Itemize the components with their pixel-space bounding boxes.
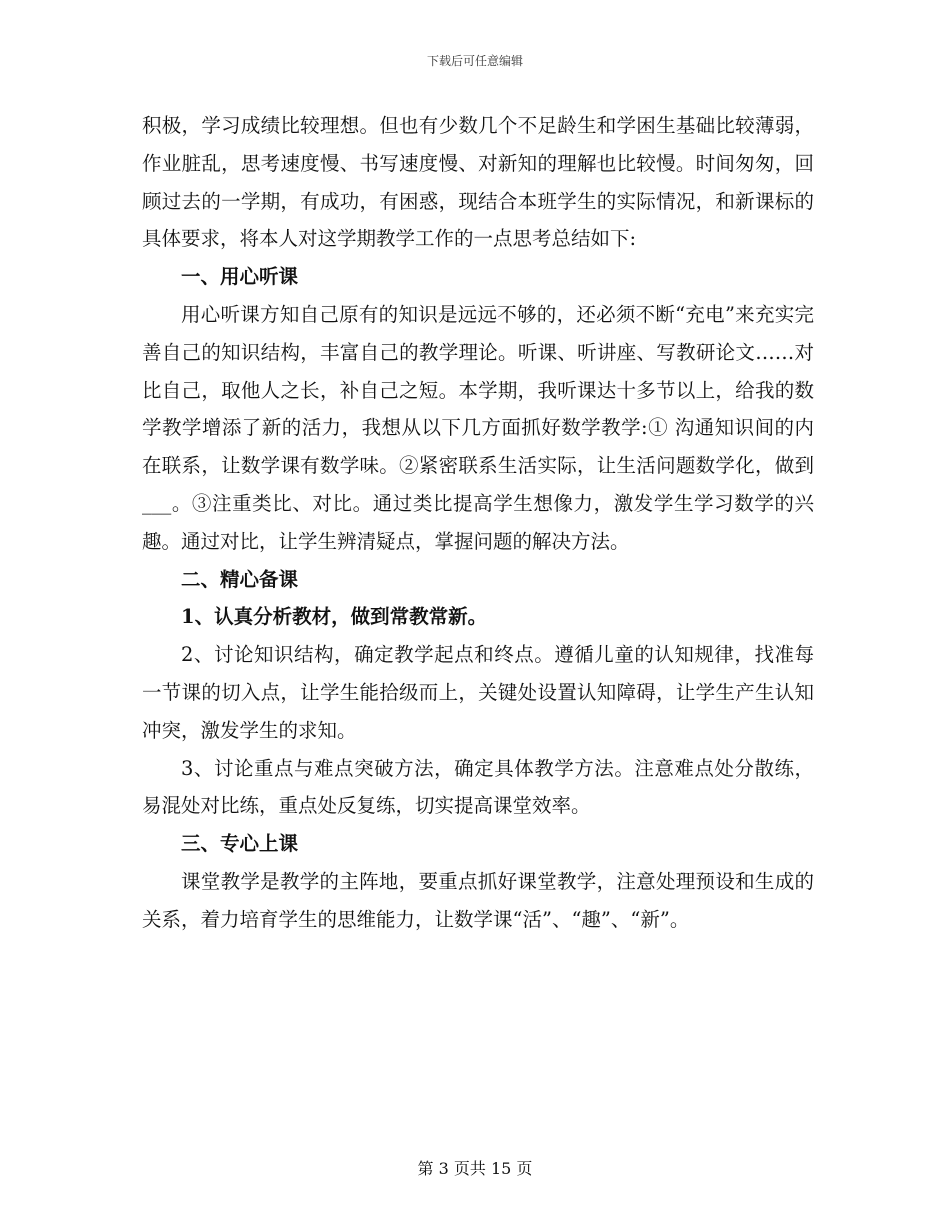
listening-paragraph: 用心听课方知自己原有的知识是远远不够的，还必须不断“充电”来充实完善自己的知识结构，丰富自己的教学理论。听课、听讲座、写教研论文……对比自己，取他人之长，补自己之短。本学期，我听课达十多节以上，给我的数学教学增添了新的活力，我想从以下几方面抓好数学教学:① 沟通知识间的内在联系，让数学课有数学味。②紧密联系生活实际，让生活问题数学化，做到___。③注重类比、对比。通过类比提高学生想像力，激发学生学习数学的兴趣。通过对比，让学生辨清疑点，掌握问题的解决方法。 xyxy=(142,302,814,553)
intro-paragraph: 积极，学习成绩比较理想。但也有少数几个不足龄生和学困生基础比较薄弱，作业脏乱，思考速度慢、书写速度慢、对新知的理解也比较慢。时间匆匆，回顾过去的一学期，有成功，有困惑，现结合本班学生的实际情况，和新课标的具体要求，将本人对这学期教学工作的一点思考总结如下: xyxy=(142,114,814,251)
document-body xyxy=(142,107,814,939)
page-number: 第 3 页共 15 页 xyxy=(417,1159,533,1178)
preparation-item-2: 2、讨论知识结构，确定教学起点和终点。遵循儿童的认知规律，找准每一节课的切入点，让学生能拾级而上，关键处设置认知障碍，让学生产生认知冲突，激发学生的求知。 xyxy=(142,643,814,742)
section-heading-preparation: 二、精心备课 xyxy=(181,567,299,591)
section-heading-listening: 一、用心听课 xyxy=(181,265,299,289)
teaching-paragraph: 课堂教学是教学的主阵地，要重点抓好课堂教学，注意处理预设和生成的关系，着力培育学生的思维能力，让数学课“活”、“趣”、“新”。 xyxy=(142,869,814,931)
preparation-subheading-1: 1、认真分析教材，做到常教常新。 xyxy=(181,605,488,629)
preparation-item-3: 3、讨论重点与难点突破方法，确定具体教学方法。注意难点处分散练，易混处对比练，重点处反复练，切实提高课堂效率。 xyxy=(142,756,814,818)
page-header: 下载后可任意编辑 xyxy=(426,54,523,68)
section-heading-teaching: 三、专心上课 xyxy=(181,832,299,856)
